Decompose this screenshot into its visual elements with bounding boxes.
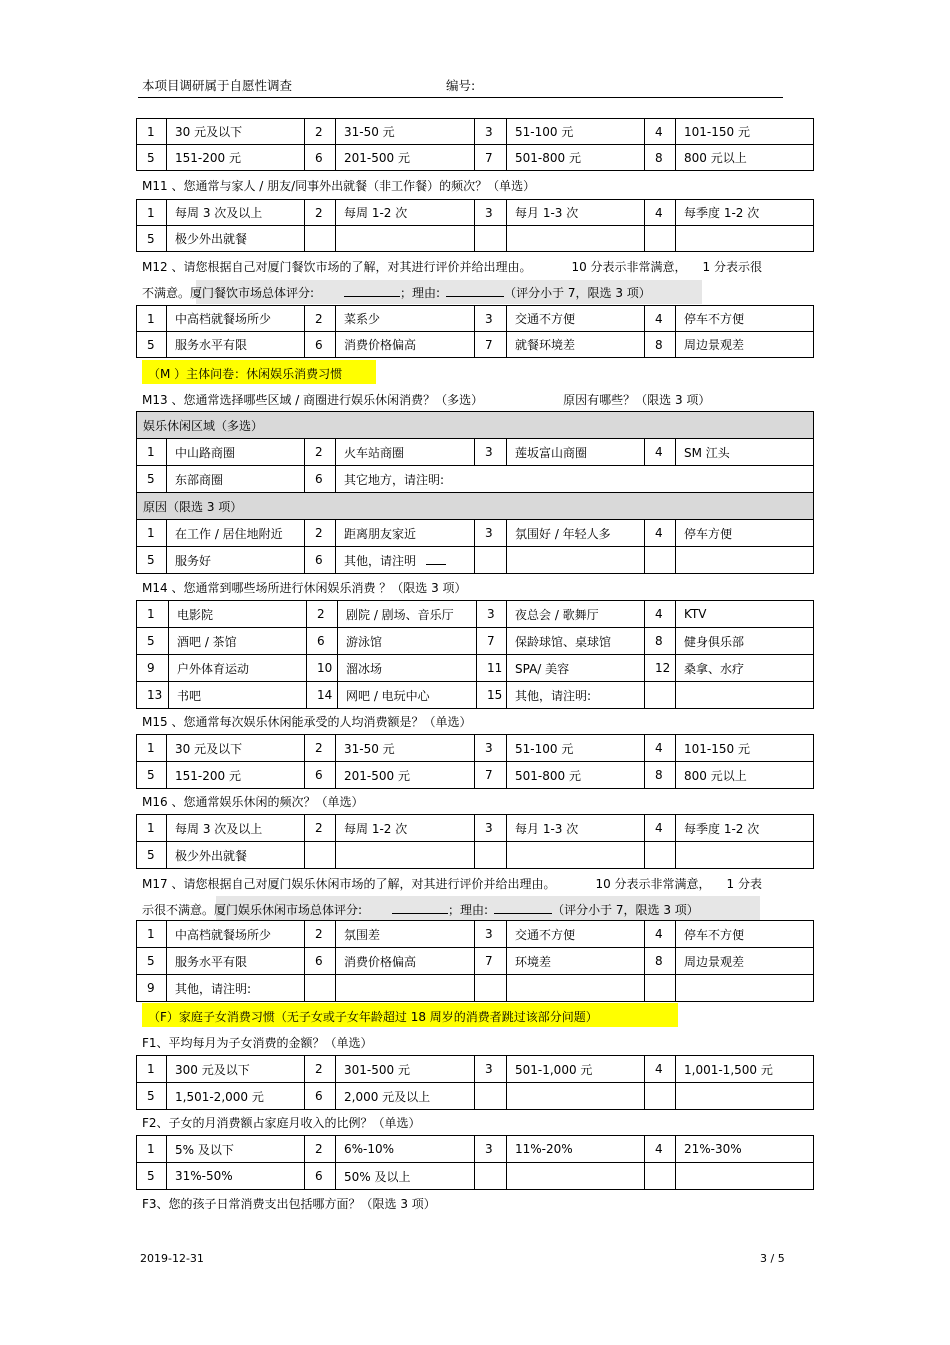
option-number: 5: [137, 332, 167, 358]
option-number: 2: [305, 1136, 336, 1163]
table-m15: [136, 734, 814, 789]
option-label[interactable]: 菜系少: [336, 306, 475, 332]
option-label[interactable]: 101-150 元: [676, 119, 814, 145]
option-label[interactable]: 51-100 元: [507, 119, 645, 145]
option-label[interactable]: 每周 3 次及以上: [167, 200, 305, 226]
option-number: 15: [477, 682, 507, 709]
option-label[interactable]: 就餐环境差: [507, 332, 645, 358]
option-number: 1: [137, 601, 169, 628]
header-rule: [138, 97, 783, 98]
option-label[interactable]: 健身俱乐部: [676, 628, 814, 655]
question-m12-line2: [142, 284, 651, 301]
option-number: 1: [137, 119, 167, 145]
option-number: 3: [475, 200, 507, 226]
option-label[interactable]: 极少外出就餐: [167, 226, 305, 252]
option-number: 4: [645, 1056, 676, 1083]
table-f1: [136, 1055, 814, 1110]
option-label[interactable]: 交通不方便: [507, 306, 645, 332]
table-row: [137, 762, 814, 789]
table-m13: [136, 411, 814, 574]
table-row: [137, 682, 814, 709]
option-label[interactable]: 201-500 元: [336, 145, 475, 171]
option-label[interactable]: 溜冰场: [338, 655, 477, 682]
option-label[interactable]: 服务好: [167, 547, 305, 574]
option-number: 4: [645, 815, 676, 842]
option-label[interactable]: 151-200 元: [167, 145, 305, 171]
option-label[interactable]: 中高档就餐场所少: [167, 921, 305, 948]
option-number: 7: [475, 948, 507, 975]
header-survey-note: 本项目调研属于自愿性调查: [142, 78, 293, 93]
option-label[interactable]: 莲坂富山商圈: [507, 439, 645, 466]
question-text: 不满意。厦门餐饮市场总体评分:: [142, 286, 315, 300]
option-number: 5: [137, 145, 167, 171]
option-number: 6: [305, 762, 336, 789]
option-label[interactable]: 501-1,000 元: [507, 1056, 645, 1083]
option-label[interactable]: 1,501-2,000 元: [167, 1083, 305, 1110]
table-row: [137, 735, 814, 762]
table-m11: [136, 199, 814, 252]
option-number: 14: [307, 682, 338, 709]
option-label[interactable]: 每季度 1-2 次: [676, 200, 814, 226]
option-label[interactable]: 桑拿、水疗: [676, 655, 814, 682]
table-row: [137, 628, 814, 655]
option-number: 6: [305, 547, 336, 574]
option-label[interactable]: 极少外出就餐: [167, 842, 305, 869]
option-label[interactable]: 50% 及以上: [336, 1163, 475, 1190]
table-row: [137, 145, 814, 171]
table-row: [137, 655, 814, 682]
option-number: 8: [645, 628, 676, 655]
table-row: [137, 948, 814, 975]
option-number: 4: [645, 601, 676, 628]
option-label[interactable]: 电影院: [169, 601, 307, 628]
section-banner-f: [142, 1003, 678, 1027]
score-blank[interactable]: [392, 901, 448, 914]
option-label[interactable]: 30 元及以下: [167, 119, 305, 145]
option-label[interactable]: 301-500 元: [336, 1056, 475, 1083]
question-text: 示很不满意。厦门娱乐休闲市场总体评分:: [142, 903, 363, 917]
option-label[interactable]: 户外体育运动: [169, 655, 307, 682]
option-label[interactable]: 中山路商圈: [167, 439, 305, 466]
option-number: 3: [475, 1136, 507, 1163]
option-number: 6: [305, 1083, 336, 1110]
question-text: 1 分表: [726, 877, 762, 891]
option-label[interactable]: 夜总会 / 歌舞厅: [507, 601, 645, 628]
option-number: 13: [137, 682, 169, 709]
option-label[interactable]: KTV: [676, 601, 814, 628]
option-label[interactable]: 每季度 1-2 次: [676, 815, 814, 842]
table-row: [137, 466, 814, 493]
option-number: 4: [645, 735, 676, 762]
question-m12-line1: [142, 258, 762, 275]
option-number: 3: [475, 306, 507, 332]
option-label[interactable]: 中高档就餐场所少: [167, 306, 305, 332]
option-label[interactable]: 交通不方便: [507, 921, 645, 948]
option-label-other[interactable]: 其他，请注明: [336, 547, 475, 574]
question-text: 原因有哪些？（限选 3 项）: [563, 393, 711, 407]
option-label[interactable]: 31-50 元: [336, 119, 475, 145]
score-blank[interactable]: [344, 284, 400, 297]
option-number: 1: [137, 520, 167, 547]
option-number: 6: [305, 466, 336, 493]
option-number: 7: [475, 145, 507, 171]
option-label[interactable]: 每月 1-3 次: [507, 200, 645, 226]
option-number: 1: [137, 1136, 167, 1163]
option-number: 1: [137, 200, 167, 226]
table-row: [137, 1083, 814, 1110]
footer-date: 2019-12-31: [140, 1252, 204, 1265]
option-label-other[interactable]: 其他，请注明:: [167, 975, 305, 1002]
option-label[interactable]: 101-150 元: [676, 735, 814, 762]
option-label[interactable]: 环境差: [507, 948, 645, 975]
table-spending-top: [136, 118, 814, 171]
option-number: 1: [137, 306, 167, 332]
option-number: 5: [137, 628, 169, 655]
question-text: 10 分表示非常满意，: [595, 877, 711, 891]
option-label[interactable]: 每周 1-2 次: [336, 815, 475, 842]
section-banner-m: [142, 360, 376, 384]
question-m11: M11 、您通常与家人 / 朋友/同事外出就餐（非工作餐）的频次？（单选）: [142, 179, 536, 193]
option-number: 5: [137, 547, 167, 574]
option-number: 6: [305, 332, 336, 358]
option-label[interactable]: 800 元以上: [676, 762, 814, 789]
question-text: ；理由:: [448, 903, 489, 917]
table-m17: [136, 920, 814, 1002]
option-number: 8: [645, 948, 676, 975]
option-label[interactable]: 消费价格偏高: [336, 332, 475, 358]
option-label[interactable]: 300 元及以下: [167, 1056, 305, 1083]
option-label[interactable]: 酒吧 / 茶馆: [169, 628, 307, 655]
table-row: [137, 439, 814, 466]
option-number: 5: [137, 466, 167, 493]
option-number: 1: [137, 815, 167, 842]
option-number: 6: [305, 145, 336, 171]
table-row: [137, 1056, 814, 1083]
option-label[interactable]: 剧院 / 剧场、音乐厅: [338, 601, 477, 628]
footer-page-number: 3 / 5: [760, 1252, 785, 1265]
table-row: [137, 306, 814, 332]
option-label[interactable]: 消费价格偏高: [336, 948, 475, 975]
reason-blank[interactable]: [494, 901, 552, 914]
option-number: 2: [305, 306, 336, 332]
question-text: M17 、请您根据自己对厦门娱乐休闲市场的了解，对其进行评价并给出理由。: [142, 877, 556, 891]
option-label[interactable]: 每月 1-3 次: [507, 815, 645, 842]
table-row: [137, 842, 814, 869]
option-number: 2: [305, 200, 336, 226]
option-number: 8: [645, 762, 676, 789]
section-header-reason: 原因（限选 3 项）: [137, 493, 814, 520]
option-number: 2: [305, 735, 336, 762]
option-number: 4: [645, 200, 676, 226]
section-header-area: 娱乐休闲区域（多选）: [137, 412, 814, 439]
table-row: [137, 547, 814, 574]
option-label[interactable]: 30 元及以下: [167, 735, 305, 762]
question-f2: F2、子女的月消费额占家庭月收入的比例？（单选）: [142, 1116, 421, 1130]
question-text: 10 分表示非常满意，: [571, 260, 687, 274]
option-label[interactable]: 火车站商圈: [336, 439, 475, 466]
option-number: 9: [137, 975, 167, 1002]
option-number: 4: [645, 119, 676, 145]
option-number: 1: [137, 1056, 167, 1083]
question-f3: F3、您的孩子日常消费支出包括哪方面？（限选 3 项）: [142, 1197, 436, 1211]
table-m12: [136, 305, 814, 358]
question-text: M13 、您通常选择哪些区域 / 商圈进行娱乐休闲消费？（多选）: [142, 393, 484, 407]
option-number: 5: [137, 1083, 167, 1110]
option-number: 6: [305, 1163, 336, 1190]
option-label[interactable]: 东部商圈: [167, 466, 305, 493]
option-number: 2: [307, 601, 338, 628]
option-label[interactable]: 11%-20%: [507, 1136, 645, 1163]
option-number: 2: [305, 439, 336, 466]
option-label[interactable]: 每周 3 次及以上: [167, 815, 305, 842]
table-f2: [136, 1135, 814, 1190]
table-row: [137, 975, 814, 1002]
option-label[interactable]: 书吧: [169, 682, 307, 709]
option-number: 4: [645, 439, 676, 466]
option-label[interactable]: 501-800 元: [507, 762, 645, 789]
option-label[interactable]: 每周 1-2 次: [336, 200, 475, 226]
option-number: 2: [305, 921, 336, 948]
option-label[interactable]: 在工作 / 居住地附近: [167, 520, 305, 547]
option-number: 3: [475, 520, 507, 547]
option-number: 6: [307, 628, 338, 655]
option-number: 4: [645, 306, 676, 332]
option-label[interactable]: 21%-30%: [676, 1136, 814, 1163]
option-label[interactable]: 停车方便: [676, 520, 814, 547]
option-number: 1: [137, 735, 167, 762]
table-row: [137, 1136, 814, 1163]
option-number: 5: [137, 842, 167, 869]
option-number: 7: [475, 762, 507, 789]
question-m16: M16 、您通常娱乐休闲的频次？（单选）: [142, 795, 364, 809]
option-label[interactable]: 800 元以上: [676, 145, 814, 171]
option-number: 5: [137, 1163, 167, 1190]
option-label[interactable]: SPA/ 美容: [507, 655, 645, 682]
option-number: 3: [475, 119, 507, 145]
option-number: 5: [137, 948, 167, 975]
option-number: 12: [645, 655, 676, 682]
table-row: [137, 921, 814, 948]
reason-blank[interactable]: [446, 284, 504, 297]
question-m13: [142, 391, 710, 408]
question-text: （评分小于 7，限选 3 项）: [504, 286, 651, 300]
option-number: 3: [475, 735, 507, 762]
option-label[interactable]: 保龄球馆、桌球馆: [507, 628, 645, 655]
option-label[interactable]: 周边景观差: [676, 948, 814, 975]
option-label[interactable]: 距离朋友家近: [336, 520, 475, 547]
table-row: [137, 520, 814, 547]
table-row: [137, 332, 814, 358]
option-label[interactable]: 6%-10%: [336, 1136, 475, 1163]
table-row: [137, 226, 814, 252]
option-label[interactable]: 5% 及以下: [167, 1136, 305, 1163]
option-number: 6: [305, 948, 336, 975]
option-number: 4: [645, 921, 676, 948]
option-number: 9: [137, 655, 169, 682]
option-number: 3: [475, 1056, 507, 1083]
table-section-row: [137, 412, 814, 439]
option-number: 7: [475, 332, 507, 358]
section-title: （M ）主体问卷：休闲娱乐消费习惯: [148, 367, 343, 381]
option-label[interactable]: 2,000 元及以上: [336, 1083, 475, 1110]
option-number: 3: [475, 439, 507, 466]
option-number: 10: [307, 655, 338, 682]
option-number: 2: [305, 815, 336, 842]
option-number: 8: [645, 145, 676, 171]
question-m17-line2: [142, 901, 699, 918]
question-text: ；理由:: [400, 286, 441, 300]
table-row: [137, 601, 814, 628]
table-m16: [136, 814, 814, 869]
option-label[interactable]: 501-800 元: [507, 145, 645, 171]
option-label[interactable]: 停车不方便: [676, 921, 814, 948]
table-row: [137, 1163, 814, 1190]
fill-blank[interactable]: [426, 552, 446, 565]
table-m14: [136, 600, 814, 709]
option-label[interactable]: 游泳馆: [338, 628, 477, 655]
question-f1: F1、平均每月为子女消费的金额？（单选）: [142, 1036, 373, 1050]
question-m14: M14 、您通常到哪些场所进行休闲娱乐消费 ？（限选 3 项）: [142, 581, 467, 595]
header-number-label: 编号:: [446, 78, 476, 93]
option-label[interactable]: 氛围好 / 年轻人多: [507, 520, 645, 547]
option-label[interactable]: 停车不方便: [676, 306, 814, 332]
question-m17-line1: [142, 875, 762, 892]
option-label[interactable]: 服务水平有限: [167, 332, 305, 358]
question-text: 1 分表示很: [702, 260, 762, 274]
option-number: 7: [477, 628, 507, 655]
option-number: 5: [137, 226, 167, 252]
option-number: 3: [475, 921, 507, 948]
option-number: 11: [477, 655, 507, 682]
option-label[interactable]: SM 江头: [676, 439, 814, 466]
table-row: [137, 200, 814, 226]
option-number: 3: [477, 601, 507, 628]
option-label[interactable]: 151-200 元: [167, 762, 305, 789]
option-label[interactable]: 31%-50%: [167, 1163, 305, 1190]
option-number: 2: [305, 520, 336, 547]
option-label[interactable]: 51-100 元: [507, 735, 645, 762]
option-label[interactable]: 网吧 / 电玩中心: [338, 682, 477, 709]
option-label[interactable]: 31-50 元: [336, 735, 475, 762]
option-label[interactable]: 201-500 元: [336, 762, 475, 789]
section-title: （F）家庭子女消费习惯（无子女或子女年龄超过 18 周岁的消费者跳过该部分问题）: [148, 1010, 598, 1024]
option-label[interactable]: 服务水平有限: [167, 948, 305, 975]
option-number: 3: [475, 815, 507, 842]
option-label[interactable]: 周边景观差: [676, 332, 814, 358]
option-label-other[interactable]: 其他，请注明:: [507, 682, 645, 709]
option-number: 2: [305, 1056, 336, 1083]
option-number: 2: [305, 119, 336, 145]
question-text: （评分小于 7，限选 3 项）: [552, 903, 699, 917]
table-row: [137, 815, 814, 842]
option-label[interactable]: 1,001-1,500 元: [676, 1056, 814, 1083]
table-section-row: [137, 493, 814, 520]
option-number: 8: [645, 332, 676, 358]
question-m15: M15 、您通常每次娱乐休闲能承受的人均消费额是？（单选）: [142, 715, 472, 729]
option-number: 4: [645, 1136, 676, 1163]
option-number: 5: [137, 762, 167, 789]
question-text: M12 、请您根据自己对厦门餐饮市场的了解，对其进行评价并给出理由。: [142, 260, 532, 274]
option-number: 4: [645, 520, 676, 547]
table-row: [137, 119, 814, 145]
option-label[interactable]: 氛围差: [336, 921, 475, 948]
option-number: 1: [137, 439, 167, 466]
option-label-other[interactable]: 其它地方，请注明:: [336, 466, 814, 493]
option-number: 1: [137, 921, 167, 948]
